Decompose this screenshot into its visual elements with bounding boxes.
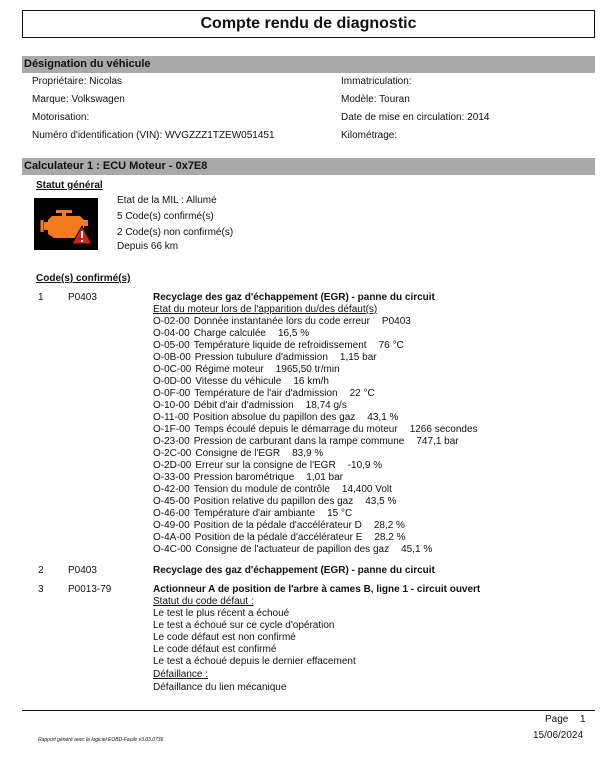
report-date: 15/06/2024 bbox=[533, 730, 584, 741]
freeze-frame-row bbox=[153, 424, 478, 436]
freeze-frame-row bbox=[153, 496, 396, 508]
freeze-frame-label: Pression de carburant dans la rampe commune bbox=[193, 436, 405, 447]
freeze-frame-value: -10,9 % bbox=[347, 460, 383, 471]
freeze-frame-row bbox=[153, 340, 404, 352]
code-3-status-line: Le test a échoué sur ce cycle d'opération bbox=[153, 620, 335, 631]
freeze-frame-id: O-2D-00 bbox=[153, 460, 192, 471]
freeze-frame-label: Position de la pédale d'accélérateur E bbox=[194, 532, 363, 543]
vehicle-model: Modèle: Touran bbox=[341, 94, 410, 105]
freeze-frame-id: O-46-00 bbox=[153, 508, 190, 519]
freeze-frame-id: O-10-00 bbox=[153, 400, 190, 411]
freeze-frame-label: Pression tubulure d'admission bbox=[194, 352, 328, 363]
vehicle-mileage: Kilométrage: bbox=[341, 130, 398, 141]
code-3-failure-text: Défaillance du lien mécanique bbox=[153, 682, 287, 693]
freeze-frame-label: Température d'air ambiante bbox=[193, 508, 316, 519]
freeze-frame-label: Consigne de l'actuateur de papillon des gaz bbox=[195, 544, 390, 555]
code-2-id: P0403 bbox=[68, 565, 97, 576]
freeze-frame-value: 16 km/h bbox=[293, 376, 329, 387]
freeze-frame-id: O-04-00 bbox=[153, 328, 190, 339]
footer-note: Rapport généré avec le logiciel EOBD-Facile v3.03.0736 bbox=[38, 737, 164, 743]
code-1-description: Recyclage des gaz d'échappement (EGR) - panne du circuit bbox=[153, 292, 435, 303]
freeze-frame-value: 15 °C bbox=[327, 508, 353, 519]
freeze-frame-value: 76 °C bbox=[378, 340, 404, 351]
vehicle-engine: Motorisation: bbox=[32, 112, 90, 123]
freeze-frame-id: O-0F-00 bbox=[153, 388, 191, 399]
code-3-status-line: Le code défaut est confirmé bbox=[153, 644, 277, 655]
page-number: 1 bbox=[580, 714, 586, 725]
freeze-frame-row bbox=[153, 316, 411, 328]
freeze-frame-label: Vitesse du véhicule bbox=[195, 376, 282, 387]
mil-status: Etat de la MIL : Allumé bbox=[117, 195, 217, 206]
freeze-frame-id: O-11-00 bbox=[153, 412, 189, 423]
code-3-id: P0013-79 bbox=[68, 584, 112, 595]
code-1-id: P0403 bbox=[68, 292, 97, 303]
freeze-frame-value: 14,400 Volt bbox=[341, 484, 392, 495]
confirmed-codes-title: Code(s) confirmé(s) bbox=[36, 273, 131, 284]
code-1-number: 1 bbox=[38, 292, 44, 303]
freeze-frame-value: 18,74 g/s bbox=[305, 400, 347, 411]
freeze-frame-value: 1,01 bar bbox=[306, 472, 343, 483]
freeze-frame-id: O-0B-00 bbox=[153, 352, 191, 363]
freeze-frame-id: O-45-00 bbox=[153, 496, 190, 507]
freeze-frame-id: O-42-00 bbox=[153, 484, 190, 495]
freeze-frame-id: O-02-00 bbox=[153, 316, 190, 327]
freeze-frame-row bbox=[153, 484, 392, 496]
freeze-frame-label: Position absolue du papillon des gaz bbox=[192, 412, 356, 423]
freeze-frame-value: 1266 secondes bbox=[409, 424, 478, 435]
freeze-frame-id: O-4C-00 bbox=[153, 544, 192, 555]
freeze-frame-label: Consigne de l'EGR bbox=[195, 448, 281, 459]
freeze-frame-id: O-1F-00 bbox=[153, 424, 191, 435]
freeze-frame-row bbox=[153, 472, 343, 484]
vehicle-brand: Marque: Volkswagen bbox=[32, 94, 125, 105]
freeze-frame-label: Pression barométrique bbox=[193, 472, 295, 483]
code-3-number: 3 bbox=[38, 584, 44, 595]
code-2-number: 2 bbox=[38, 565, 44, 576]
freeze-frame-row bbox=[153, 412, 398, 424]
freeze-frame-label: Charge calculée bbox=[193, 328, 266, 339]
vehicle-section-header: Désignation du véhicule bbox=[22, 56, 595, 73]
freeze-frame-label: Débit d'air d'admission bbox=[193, 400, 294, 411]
vehicle-vin: Numéro d'identification (VIN): WVGZZZ1TZEW051451 bbox=[32, 130, 275, 141]
freeze-frame-row bbox=[153, 400, 347, 412]
vehicle-registration: Immatriculation: bbox=[341, 76, 412, 87]
report-title: Compte rendu de diagnostic bbox=[22, 10, 595, 38]
page-label: Page bbox=[545, 714, 569, 725]
freeze-frame-row bbox=[153, 448, 323, 460]
freeze-frame-value: 28,2 % bbox=[373, 520, 405, 531]
code-3-description: Actionneur A de position de l'arbre à cames B, ligne 1 - circuit ouvert bbox=[153, 584, 481, 595]
freeze-frame-id: O-2C-00 bbox=[153, 448, 192, 459]
freeze-frame-id: O-0D-00 bbox=[153, 376, 192, 387]
freeze-frame-row bbox=[153, 544, 432, 556]
freeze-frame-value: 28,2 % bbox=[374, 532, 406, 543]
freeze-frame-title: Etat du moteur lors de l'apparition du/des défaut(s) bbox=[153, 304, 378, 315]
footer-divider bbox=[22, 710, 595, 711]
code-3-status-line: Le test a échoué depuis le dernier effacement bbox=[153, 656, 356, 667]
freeze-frame-label: Tension du module de contrôle bbox=[193, 484, 330, 495]
freeze-frame-value: 747,1 bar bbox=[416, 436, 459, 447]
freeze-frame-id: O-49-00 bbox=[153, 520, 190, 531]
freeze-frame-label: Position relative du papillon des gaz bbox=[193, 496, 354, 507]
freeze-frame-row bbox=[153, 376, 329, 388]
code-3-failure-title: Défaillance : bbox=[153, 669, 209, 680]
freeze-frame-id: O-23-00 bbox=[153, 436, 190, 447]
freeze-frame-label: Position de la pédale d'accélérateur D bbox=[193, 520, 362, 531]
freeze-frame-label: Erreur sur la consigne de l'EGR bbox=[195, 460, 336, 471]
freeze-frame-row bbox=[153, 364, 340, 376]
freeze-frame-label: Régime moteur bbox=[195, 364, 264, 375]
ecu-section-header: Calculateur 1 : ECU Moteur - 0x7E8 bbox=[22, 158, 595, 175]
freeze-frame-id: O-33-00 bbox=[153, 472, 190, 483]
code-3-status-line: Le code défaut est non confirmé bbox=[153, 632, 296, 643]
freeze-frame-value: 43,1 % bbox=[367, 412, 399, 423]
freeze-frame-value: 83,9 % bbox=[292, 448, 324, 459]
freeze-frame-value: 1,15 bar bbox=[339, 352, 377, 363]
freeze-frame-value: 43,5 % bbox=[365, 496, 397, 507]
freeze-frame-id: O-05-00 bbox=[153, 340, 190, 351]
freeze-frame-row bbox=[153, 460, 382, 472]
unconfirmed-count: 2 Code(s) non confirmé(s) bbox=[117, 227, 234, 238]
freeze-frame-row bbox=[153, 388, 375, 400]
freeze-frame-value: 1965,50 tr/min bbox=[275, 364, 340, 375]
freeze-frame-value: 45,1 % bbox=[401, 544, 433, 555]
code-3-status-line: Le test le plus récent a échoué bbox=[153, 608, 290, 619]
freeze-frame-label: Donnée instantanée lors du code erreur bbox=[193, 316, 370, 327]
code-2-description: Recyclage des gaz d'échappement (EGR) - panne du circuit bbox=[153, 565, 435, 576]
freeze-frame-label: Température de l'air d'admission bbox=[194, 388, 338, 399]
code-3-status-title: Statut du code défaut : bbox=[153, 596, 254, 607]
freeze-frame-label: Temps écoulé depuis le démarrage du moteur bbox=[194, 424, 398, 435]
freeze-frame-row bbox=[153, 532, 406, 544]
freeze-frame-id: O-4A-00 bbox=[153, 532, 191, 543]
freeze-frame-label: Température liquide de refroidissement bbox=[193, 340, 367, 351]
freeze-frame-row bbox=[153, 436, 459, 448]
freeze-frame-value: P0403 bbox=[381, 316, 411, 327]
vehicle-owner: Propriétaire: Nicolas bbox=[32, 76, 123, 87]
freeze-frame-row bbox=[153, 328, 309, 340]
general-status-title: Statut général bbox=[36, 180, 103, 191]
freeze-frame-row bbox=[153, 520, 405, 532]
freeze-frame-id: O-0C-00 bbox=[153, 364, 192, 375]
freeze-frame-value: 16,5 % bbox=[277, 328, 310, 339]
freeze-frame-value: 22 °C bbox=[349, 388, 375, 399]
freeze-frame-row bbox=[153, 352, 377, 364]
confirmed-count: 5 Code(s) confirmé(s) bbox=[117, 211, 214, 222]
vehicle-date: Date de mise en circulation: 2014 bbox=[341, 112, 490, 123]
check-engine-icon bbox=[34, 198, 98, 250]
freeze-frame-row bbox=[153, 508, 352, 520]
since-distance: Depuis 66 km bbox=[117, 241, 179, 252]
